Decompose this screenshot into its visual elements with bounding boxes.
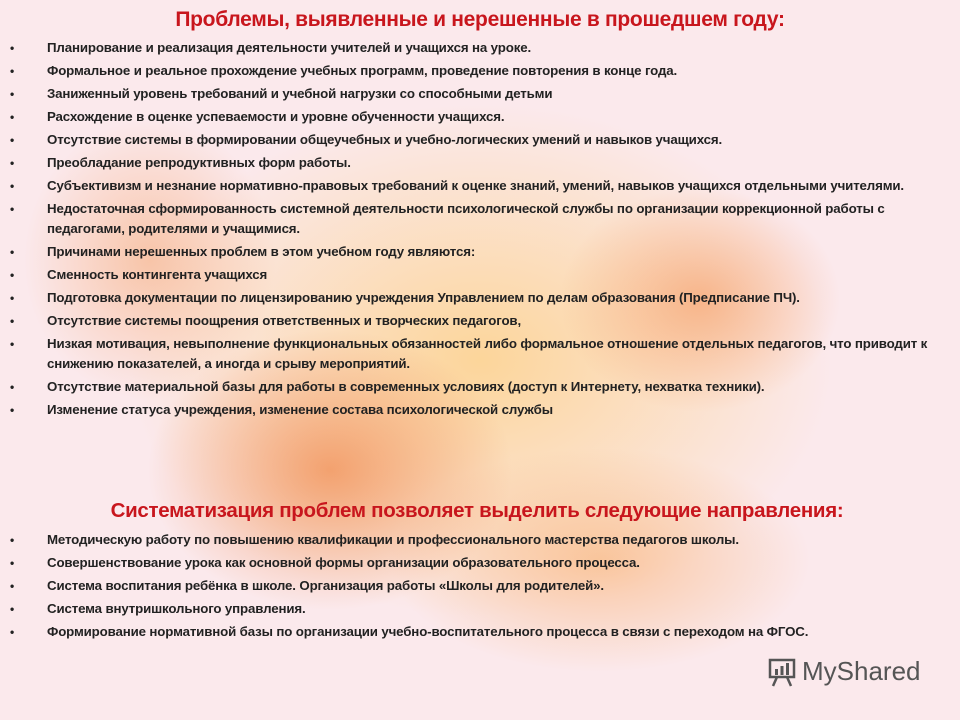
bullet: • <box>10 64 15 78</box>
item-text: Отсутствие системы поощрения ответственных и творческих педагогов, <box>47 313 521 328</box>
heading-problems: Проблемы, выявленные и нерешенные в прошедшем году: <box>175 8 785 31</box>
item-text: Отсутствие материальной базы для работы в современных условиях (доступ к Интернету, нехватка техники). <box>47 379 765 394</box>
list-item <box>0 199 960 239</box>
item-text: Система воспитания ребёнка в школе. Организация работы «Школы для родителей». <box>47 578 604 593</box>
list-item <box>0 176 960 196</box>
item-text: Формальное и реальное прохождение учебных программ, проведение повторения в конце года. <box>47 63 678 78</box>
bullet: • <box>10 291 15 305</box>
watermark-text: MyShared <box>802 656 921 686</box>
bullet: • <box>10 380 15 394</box>
bullet: • <box>10 314 15 328</box>
list-item <box>0 130 960 150</box>
bullet: • <box>10 133 15 147</box>
item-text: Преобладание репродуктивных форм работы. <box>47 155 351 170</box>
bullet: • <box>10 156 15 170</box>
item-text: Расхождение в оценке успеваемости и уровне обученности учащихся. <box>47 109 505 124</box>
item-text: Недостаточная сформированность системной деятельности психологической службы по организации коррекционной работы с педагогами, родителями и учащимися. <box>47 201 885 236</box>
bullet: • <box>10 556 15 570</box>
bullet: • <box>10 403 15 417</box>
bullet: • <box>10 179 15 193</box>
item-text: Подготовка документации по лицензированию учреждения Управлением по делам образования (Предписание ПЧ). <box>47 290 800 305</box>
bullet: • <box>10 202 15 216</box>
item-text: Отсутствие системы в формировании общеучебных и учебно-логических умений и навыков учащихся. <box>47 132 723 147</box>
list-item <box>0 107 960 127</box>
item-text: Формирование нормативной базы по организации учебно-воспитательного процесса в связи с переходом на ФГОС. <box>47 624 809 639</box>
list-item <box>0 311 960 331</box>
list-item <box>0 84 960 104</box>
bullet: • <box>10 579 15 593</box>
item-text: Субъективизм и незнание нормативно-правовых требований к оценке знаний, умений, навыков учащихся отдельными учителями. <box>47 178 904 193</box>
bullet: • <box>10 87 15 101</box>
item-text: Совершенствование урока как основной формы организации образовательного процесса. <box>47 555 640 570</box>
list-item <box>0 576 960 596</box>
list-item <box>0 599 960 619</box>
item-text: Система внутришкольного управления. <box>47 601 306 616</box>
bullet: • <box>10 245 15 259</box>
list-item <box>0 38 960 58</box>
list-item <box>0 153 960 173</box>
item-text: Методическую работу по повышению квалификации и профессионального мастерства педагогов школы. <box>47 532 739 547</box>
item-text: Планирование и реализация деятельности учителей и учащихся на уроке. <box>47 40 531 55</box>
bullet: • <box>10 602 15 616</box>
bullet: • <box>10 533 15 547</box>
item-text: Причинами нерешенных проблем в этом учебном году являются: <box>47 244 476 259</box>
list-item <box>0 265 960 285</box>
list-item <box>0 553 960 573</box>
list-item <box>0 288 960 308</box>
list-item <box>0 61 960 81</box>
bullet: • <box>10 41 15 55</box>
bullet: • <box>10 268 15 282</box>
list-item <box>0 377 960 397</box>
item-text: Изменение статуса учреждения, изменение состава психологической службы <box>47 402 553 417</box>
presentation-board-icon <box>768 657 796 687</box>
list-item <box>0 334 960 374</box>
item-text: Заниженный уровень требований и учебной нагрузки со способными детьми <box>47 86 553 101</box>
list-item <box>0 530 960 550</box>
item-text: Сменность контингента учащихся <box>47 267 268 282</box>
list-item <box>0 622 960 642</box>
list-item <box>0 400 960 420</box>
heading-directions: Систематизация проблем позволяет выделить следующие направления: <box>110 499 844 522</box>
problems-list <box>0 38 960 423</box>
bullet: • <box>10 110 15 124</box>
myshared-watermark <box>768 656 921 687</box>
item-text: Низкая мотивация, невыполнение функциональных обязанностей либо формальное отношение отдельных педагогов, что приводит к снижению показателей, а иногда и срыву мероприятий. <box>47 336 928 371</box>
bullet: • <box>10 337 15 351</box>
directions-list <box>0 530 960 645</box>
bullet: • <box>10 625 15 639</box>
list-item <box>0 242 960 262</box>
